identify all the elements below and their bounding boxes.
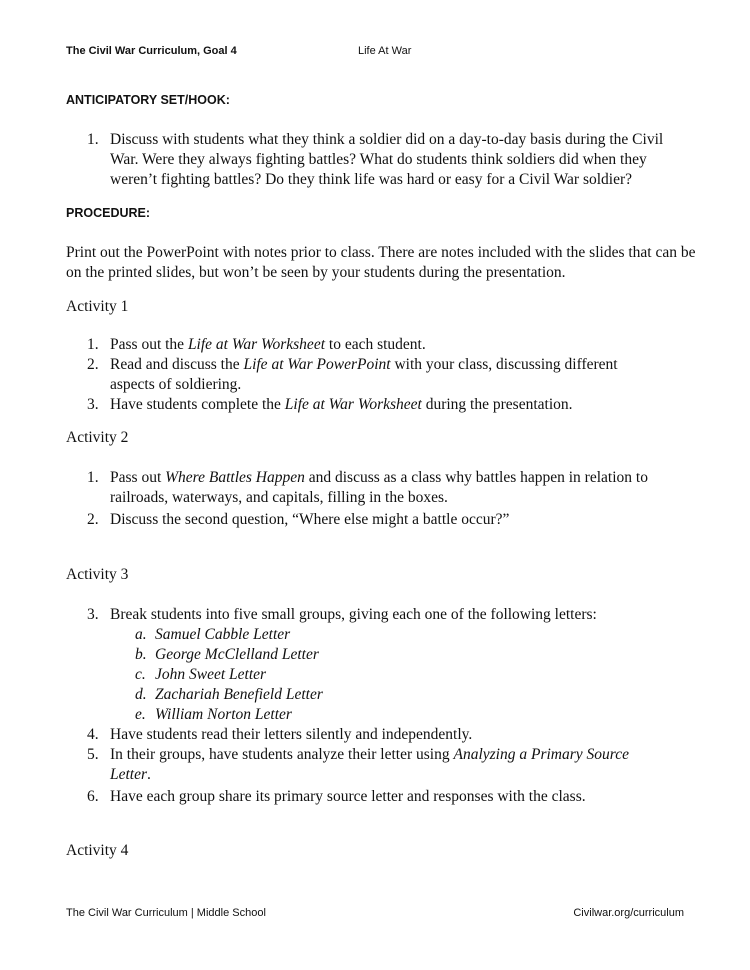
item-number: 1. (87, 336, 99, 353)
item-text: Discuss the second question, “Where else might a battle occur?” (110, 511, 510, 528)
list-item (87, 355, 647, 395)
letter-item (135, 645, 635, 665)
list-item (87, 787, 687, 807)
list-item (87, 725, 687, 745)
item-text: George McClelland Letter (155, 646, 319, 663)
item-number: 1. (87, 469, 99, 486)
item-text: Have each group share its primary source letter and responses with the class. (110, 788, 586, 805)
item-text: Break students into five small groups, giving each one of the following letters: (110, 606, 597, 623)
footer-left: The Civil War Curriculum | Middle School (66, 907, 266, 919)
anticipatory-heading: ANTICIPATORY SET/HOOK: (66, 93, 230, 107)
activity-3-title: Activity 3 (66, 566, 129, 583)
list-item (87, 130, 687, 190)
letter-item (135, 685, 635, 705)
item-text: John Sweet Letter (155, 666, 267, 683)
item-text: Zachariah Benefield Letter (155, 686, 323, 703)
list-item (87, 468, 687, 508)
item-letter: e. (135, 706, 146, 723)
item-text: Have students complete the Life at War Worksheet during the presentation. (110, 396, 573, 413)
item-text: Discuss with students what they think a soldier did on a day-to-day basis during the Civil War. Were they always fighting battles? What do students think soldiers did when they weren’t fighting battles? Do they think life was hard or easy for a Civil War soldier? (110, 131, 664, 188)
item-text: Pass out Where Battles Happen and discuss as a class why battles happen in relation to railroads, waterways, and capitals, filling in the boxes. (110, 469, 648, 506)
item-letter: b. (135, 646, 147, 663)
activity-4-title: Activity 4 (66, 842, 129, 859)
list-item (87, 510, 687, 530)
list-item (87, 745, 672, 785)
item-text: William Norton Letter (155, 706, 292, 723)
procedure-heading: PROCEDURE: (66, 206, 151, 220)
item-number: 3. (87, 396, 99, 413)
item-number: 5. (87, 746, 99, 763)
procedure-intro: Print out the PowerPoint with notes prior to class. There are notes included with the slides that can be on the printed slides, but won’t be seen by your students during the presentation. (66, 244, 696, 281)
item-number: 6. (87, 788, 99, 805)
item-number: 4. (87, 726, 99, 743)
item-letter: a. (135, 626, 147, 643)
letter-item (135, 625, 635, 645)
letter-item (135, 705, 635, 725)
list-item (87, 395, 687, 415)
item-number: 2. (87, 511, 99, 528)
item-number: 3. (87, 606, 99, 623)
letter-item (135, 665, 635, 685)
activity-1-title: Activity 1 (66, 298, 129, 315)
list-item (87, 605, 687, 625)
item-text: In their groups, have students analyze their letter using Analyzing a Primary Source Letter. (110, 746, 629, 783)
item-letter: d. (135, 686, 147, 703)
list-item (87, 335, 687, 355)
activity-2-title: Activity 2 (66, 429, 129, 446)
item-text: Have students read their letters silently and independently. (110, 726, 473, 743)
item-number: 2. (87, 356, 99, 373)
header-title: The Civil War Curriculum, Goal 4 (66, 45, 237, 57)
header-subtitle: Life At War (358, 45, 412, 57)
footer-link[interactable]: Civilwar.org/curriculum (573, 907, 684, 919)
item-text: Read and discuss the Life at War PowerPoint with your class, discussing different aspects of soldiering. (110, 356, 618, 393)
item-text: Pass out the Life at War Worksheet to each student. (110, 336, 426, 353)
item-number: 1. (87, 131, 99, 148)
item-text: Samuel Cabble Letter (155, 626, 291, 643)
item-letter: c. (135, 666, 146, 683)
